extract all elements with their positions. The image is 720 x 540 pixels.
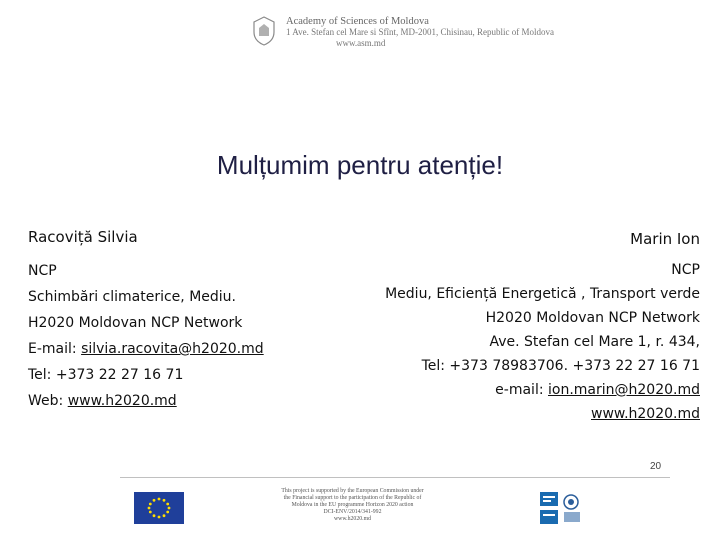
contact-left-phone: Tel: +373 22 27 16 71 (28, 367, 184, 383)
contact-right-web-row (340, 402, 700, 426)
eu-flag-icon (134, 492, 184, 524)
web-label: Web: (28, 393, 68, 409)
contact-left-email-row (28, 336, 358, 362)
email-label: e-mail: (495, 382, 548, 398)
contact-left (28, 228, 358, 414)
footer-line: the Financial support to the participation of the Republic of (283, 495, 422, 501)
email-link[interactable]: ion.marin@h2020.md (548, 382, 700, 398)
footer-line: DCI-ENV/2014/341-992 (323, 509, 382, 515)
contact-left-line: NCP (28, 263, 57, 279)
footer-divider (120, 477, 670, 478)
email-link[interactable]: silvia.racovita@h2020.md (81, 341, 264, 357)
contact-right-email-row (340, 378, 700, 402)
header-website: www.asm.md (336, 38, 386, 48)
contact-right-line: Mediu, Eficiență Energetică , Transport verde (385, 286, 700, 302)
contact-left-line: H2020 Moldovan NCP Network (28, 315, 243, 331)
web-link[interactable]: www.h2020.md (67, 393, 177, 409)
page-number: 20 (650, 461, 662, 472)
header-address: 1 Ave. Stefan cel Mare si Sfînt, MD-2001, Chisinau, Republic of Moldova (286, 27, 555, 37)
header-org-name: Academy of Sciences of Moldova (286, 16, 429, 27)
slide-title: Mulțumim pentru atenție! (216, 150, 504, 180)
header-text (286, 16, 554, 49)
slide-header (0, 12, 720, 58)
institution-logo-icon (540, 492, 584, 524)
footer-line: www.h2020.md (334, 516, 371, 522)
contact-right-line: H2020 Moldovan NCP Network (485, 310, 700, 326)
footer-line: Moldova in the EU programme Horizon 2020 action (291, 502, 414, 508)
contact-right-address: Ave. Stefan cel Mare 1, r. 434, (489, 334, 700, 350)
contact-left-name: Racoviță Silvia (28, 228, 138, 246)
email-label: E-mail: (28, 341, 82, 357)
academy-emblem-icon (252, 16, 276, 46)
contact-right-name: Marin Ion (630, 230, 700, 248)
web-link[interactable]: www.h2020.md (591, 406, 700, 422)
contact-left-web-row (28, 388, 358, 414)
footer-disclaimer (260, 488, 445, 523)
contact-right-phone: Tel: +373 78983706. +373 22 27 16 71 (421, 358, 700, 374)
contact-right-line: NCP (671, 262, 700, 278)
contact-right (340, 230, 700, 426)
contact-left-line: Schimbări climaterice, Mediu. (28, 289, 236, 305)
footer-line: This project is supported by the European Commission under (281, 488, 424, 494)
